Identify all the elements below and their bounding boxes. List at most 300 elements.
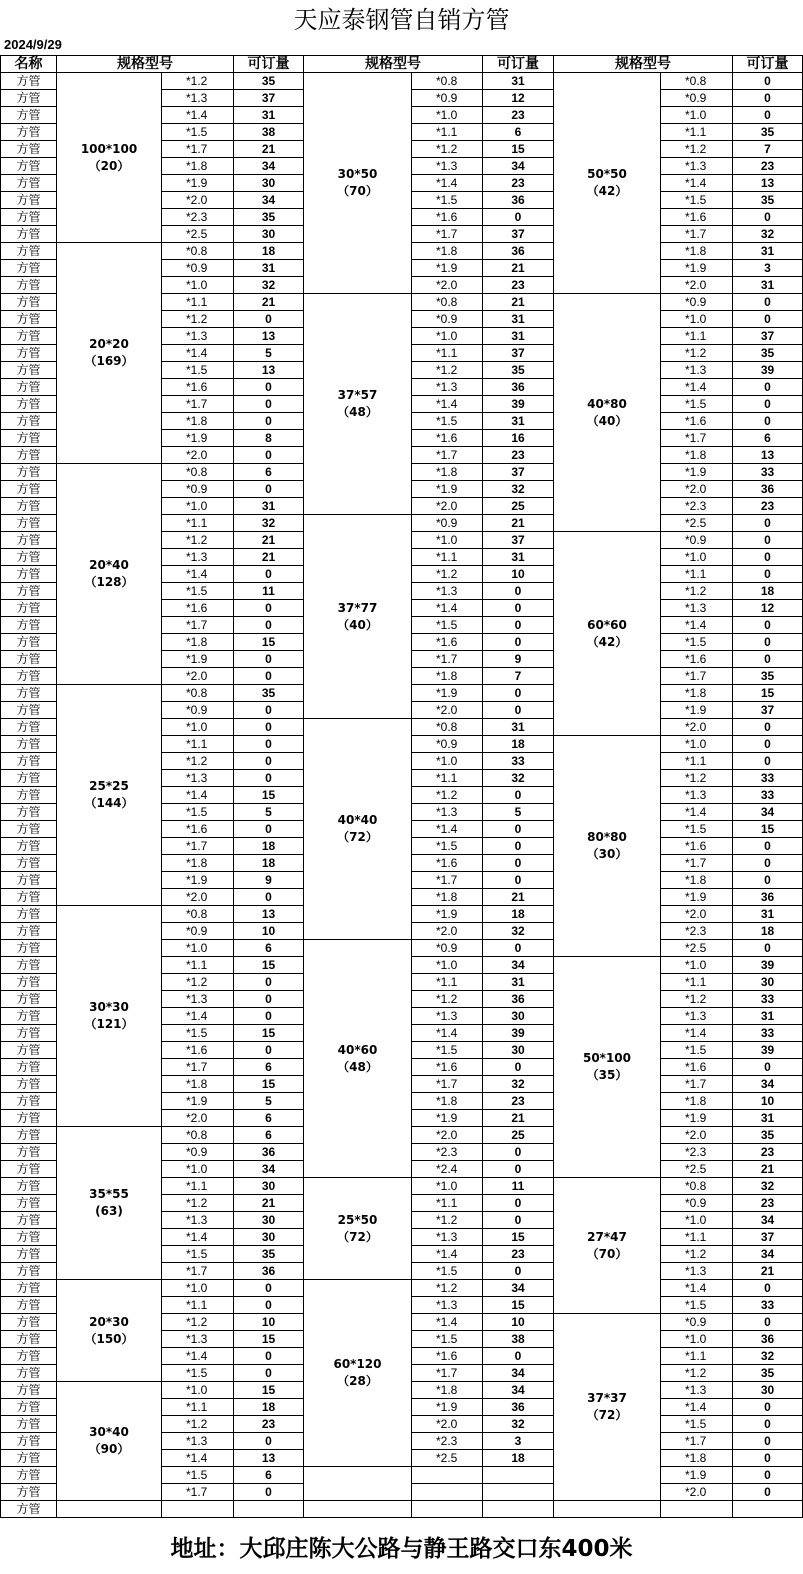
thickness-cell: *1.7 bbox=[412, 447, 483, 464]
thickness-cell: *2.0 bbox=[162, 889, 234, 906]
quantity-cell: 34 bbox=[234, 158, 304, 175]
thickness-cell: *1.9 bbox=[412, 260, 483, 277]
header-name: 名称 bbox=[1, 56, 57, 73]
thickness-cell: *1.8 bbox=[162, 634, 234, 651]
quantity-cell: 0 bbox=[234, 447, 304, 464]
quantity-cell: 25 bbox=[483, 1127, 554, 1144]
thickness-cell: *1.3 bbox=[661, 787, 733, 804]
thickness-cell: *1.9 bbox=[661, 1110, 733, 1127]
thickness-cell: *1.8 bbox=[412, 464, 483, 481]
spec-count: （28） bbox=[337, 1374, 378, 1388]
thickness-cell: *2.4 bbox=[412, 1161, 483, 1178]
thickness-cell: *1.0 bbox=[162, 940, 234, 957]
row-name: 方管 bbox=[1, 1331, 57, 1348]
thickness-cell: *1.6 bbox=[661, 1059, 733, 1076]
thickness-cell: *1.1 bbox=[661, 974, 733, 991]
quantity-cell: 30 bbox=[234, 1178, 304, 1195]
row-name: 方管 bbox=[1, 226, 57, 243]
header-qty: 可订量 bbox=[483, 56, 554, 73]
thickness-cell: *0.8 bbox=[162, 906, 234, 923]
quantity-cell: 0 bbox=[483, 821, 554, 838]
thickness-cell: *1.0 bbox=[162, 498, 234, 515]
inventory-table-body bbox=[1, 56, 803, 1518]
thickness-cell: *1.9 bbox=[162, 651, 234, 668]
thickness-cell: *1.9 bbox=[162, 175, 234, 192]
thickness-cell: *0.9 bbox=[661, 532, 733, 549]
quantity-cell: 21 bbox=[483, 260, 554, 277]
quantity-cell: 10 bbox=[733, 1093, 803, 1110]
quantity-cell: 11 bbox=[483, 1178, 554, 1195]
thickness-cell: *1.3 bbox=[162, 90, 234, 107]
quantity-cell: 34 bbox=[733, 1212, 803, 1229]
thickness-cell: *1.3 bbox=[162, 1331, 234, 1348]
row-name: 方管 bbox=[1, 328, 57, 345]
quantity-cell bbox=[483, 1467, 554, 1484]
quantity-cell: 5 bbox=[234, 804, 304, 821]
thickness-cell: *1.9 bbox=[661, 889, 733, 906]
quantity-cell: 0 bbox=[483, 1348, 554, 1365]
quantity-cell: 0 bbox=[733, 940, 803, 957]
quantity-cell bbox=[483, 1501, 554, 1518]
quantity-cell: 0 bbox=[483, 838, 554, 855]
thickness-cell: *1.0 bbox=[162, 277, 234, 294]
inventory-table bbox=[0, 55, 803, 1518]
quantity-cell: 31 bbox=[483, 311, 554, 328]
quantity-cell: 0 bbox=[733, 651, 803, 668]
thickness-cell: *1.3 bbox=[162, 328, 234, 345]
spec-count: （20） bbox=[88, 158, 130, 173]
thickness-cell: *1.5 bbox=[162, 1246, 234, 1263]
thickness-cell: *1.4 bbox=[412, 600, 483, 617]
spec-size: 40*60 bbox=[337, 1042, 378, 1057]
quantity-cell: 37 bbox=[234, 90, 304, 107]
quantity-cell: 0 bbox=[733, 719, 803, 736]
spec-group-cell bbox=[304, 719, 412, 940]
quantity-cell: 34 bbox=[733, 804, 803, 821]
thickness-cell: *0.9 bbox=[412, 515, 483, 532]
quantity-cell: 0 bbox=[733, 753, 803, 770]
thickness-cell: *1.2 bbox=[661, 1365, 733, 1382]
thickness-cell: *1.2 bbox=[162, 1314, 234, 1331]
thickness-cell: *1.1 bbox=[661, 1348, 733, 1365]
thickness-cell: *2.0 bbox=[661, 277, 733, 294]
header-qty: 可订量 bbox=[733, 56, 803, 73]
thickness-cell: *1.6 bbox=[162, 1042, 234, 1059]
thickness-cell: *2.0 bbox=[661, 1484, 733, 1501]
thickness-cell: *1.2 bbox=[162, 974, 234, 991]
inventory-table-wrapper bbox=[0, 55, 803, 1518]
quantity-cell: 0 bbox=[483, 1212, 554, 1229]
quantity-cell: 23 bbox=[733, 498, 803, 515]
thickness-cell: *1.4 bbox=[162, 566, 234, 583]
thickness-cell: *1.5 bbox=[412, 1331, 483, 1348]
spec-count: （90） bbox=[88, 1442, 130, 1456]
quantity-cell: 10 bbox=[483, 1314, 554, 1331]
thickness-cell: *1.2 bbox=[412, 991, 483, 1008]
row-name: 方管 bbox=[1, 277, 57, 294]
spec-size: 37*37 bbox=[587, 1391, 627, 1405]
thickness-cell: *1.1 bbox=[661, 124, 733, 141]
quantity-cell: 32 bbox=[234, 515, 304, 532]
row-name: 方管 bbox=[1, 1093, 57, 1110]
row-name: 方管 bbox=[1, 889, 57, 906]
quantity-cell: 0 bbox=[733, 294, 803, 311]
quantity-cell: 35 bbox=[234, 685, 304, 702]
thickness-cell: *1.1 bbox=[661, 328, 733, 345]
thickness-cell: *2.5 bbox=[162, 226, 234, 243]
quantity-cell: 10 bbox=[234, 1314, 304, 1331]
thickness-cell: *1.5 bbox=[661, 1416, 733, 1433]
quantity-cell: 0 bbox=[733, 90, 803, 107]
thickness-cell: *1.6 bbox=[661, 651, 733, 668]
row-name: 方管 bbox=[1, 1178, 57, 1195]
thickness-cell: *1.1 bbox=[412, 770, 483, 787]
thickness-cell: *1.3 bbox=[661, 1008, 733, 1025]
thickness-cell: *2.0 bbox=[412, 1127, 483, 1144]
thickness-cell: *1.6 bbox=[661, 209, 733, 226]
quantity-cell: 35 bbox=[234, 1246, 304, 1263]
thickness-cell bbox=[412, 1501, 483, 1518]
quantity-cell: 39 bbox=[733, 1042, 803, 1059]
thickness-cell: *0.9 bbox=[162, 1144, 234, 1161]
spec-size: 20*30 bbox=[89, 1314, 129, 1329]
spec-size: 60*60 bbox=[587, 617, 627, 632]
quantity-cell: 0 bbox=[234, 600, 304, 617]
thickness-cell: *1.4 bbox=[162, 1348, 234, 1365]
thickness-cell: *1.4 bbox=[412, 1025, 483, 1042]
thickness-cell: *1.3 bbox=[162, 1433, 234, 1450]
quantity-cell: 23 bbox=[234, 1416, 304, 1433]
row-name: 方管 bbox=[1, 1246, 57, 1263]
row-name: 方管 bbox=[1, 770, 57, 787]
quantity-cell: 37 bbox=[483, 464, 554, 481]
thickness-cell: *1.3 bbox=[412, 1229, 483, 1246]
quantity-cell: 33 bbox=[733, 1297, 803, 1314]
spec-count: （144） bbox=[84, 796, 134, 810]
row-name: 方管 bbox=[1, 1263, 57, 1280]
spec-group-cell bbox=[304, 73, 412, 294]
thickness-cell: *0.8 bbox=[661, 1178, 733, 1195]
header-qty: 可订量 bbox=[234, 56, 304, 73]
thickness-cell: *1.5 bbox=[412, 1042, 483, 1059]
row-name: 方管 bbox=[1, 192, 57, 209]
quantity-cell: 30 bbox=[733, 974, 803, 991]
quantity-cell: 36 bbox=[483, 1399, 554, 1416]
quantity-cell: 31 bbox=[234, 260, 304, 277]
quantity-cell: 0 bbox=[483, 1263, 554, 1280]
row-name: 方管 bbox=[1, 175, 57, 192]
quantity-cell: 32 bbox=[733, 1178, 803, 1195]
thickness-cell: *0.9 bbox=[162, 260, 234, 277]
quantity-cell: 30 bbox=[234, 1212, 304, 1229]
thickness-cell: *1.4 bbox=[661, 617, 733, 634]
quantity-cell: 0 bbox=[234, 1433, 304, 1450]
page-title: 天应泰钢管自销方管 bbox=[293, 6, 510, 34]
quantity-cell: 0 bbox=[733, 838, 803, 855]
row-name: 方管 bbox=[1, 1212, 57, 1229]
quantity-cell: 23 bbox=[483, 447, 554, 464]
quantity-cell: 23 bbox=[733, 1195, 803, 1212]
thickness-cell: *1.0 bbox=[661, 957, 733, 974]
row-name: 方管 bbox=[1, 532, 57, 549]
row-name: 方管 bbox=[1, 498, 57, 515]
quantity-cell: 6 bbox=[483, 124, 554, 141]
quantity-cell: 33 bbox=[733, 1025, 803, 1042]
row-name: 方管 bbox=[1, 124, 57, 141]
thickness-cell: *1.8 bbox=[412, 668, 483, 685]
thickness-cell: *1.2 bbox=[661, 1246, 733, 1263]
thickness-cell: *1.9 bbox=[412, 481, 483, 498]
thickness-cell: *2.0 bbox=[412, 1416, 483, 1433]
thickness-cell: *1.8 bbox=[661, 447, 733, 464]
quantity-cell: 13 bbox=[234, 362, 304, 379]
spec-count: （72） bbox=[586, 1408, 628, 1422]
thickness-cell: *1.5 bbox=[162, 804, 234, 821]
thickness-cell: *1.6 bbox=[412, 634, 483, 651]
row-name: 方管 bbox=[1, 702, 57, 719]
quantity-cell: 21 bbox=[483, 515, 554, 532]
quantity-cell: 3 bbox=[483, 1433, 554, 1450]
row-name: 方管 bbox=[1, 583, 57, 600]
quantity-cell: 0 bbox=[234, 481, 304, 498]
quantity-cell: 31 bbox=[483, 328, 554, 345]
row-name: 方管 bbox=[1, 243, 57, 260]
thickness-cell: *1.7 bbox=[162, 1059, 234, 1076]
quantity-cell: 0 bbox=[234, 736, 304, 753]
thickness-cell: *0.9 bbox=[661, 1314, 733, 1331]
quantity-cell: 5 bbox=[234, 1093, 304, 1110]
row-name: 方管 bbox=[1, 515, 57, 532]
quantity-cell: 31 bbox=[733, 906, 803, 923]
thickness-cell: *2.0 bbox=[412, 923, 483, 940]
thickness-cell: *1.3 bbox=[412, 1297, 483, 1314]
thickness-cell: *1.8 bbox=[162, 413, 234, 430]
quantity-cell: 30 bbox=[234, 175, 304, 192]
quantity-cell: 34 bbox=[483, 1280, 554, 1297]
thickness-cell: *0.9 bbox=[162, 481, 234, 498]
row-name: 方管 bbox=[1, 1127, 57, 1144]
quantity-cell: 33 bbox=[733, 787, 803, 804]
quantity-cell: 0 bbox=[733, 107, 803, 124]
quantity-cell: 37 bbox=[483, 345, 554, 362]
quantity-cell: 12 bbox=[483, 90, 554, 107]
thickness-cell: *1.8 bbox=[162, 158, 234, 175]
quantity-cell: 36 bbox=[733, 1331, 803, 1348]
spec-group-cell bbox=[554, 1178, 661, 1314]
thickness-cell: *1.9 bbox=[661, 702, 733, 719]
quantity-cell: 18 bbox=[483, 1450, 554, 1467]
quantity-cell: 0 bbox=[234, 311, 304, 328]
row-name: 方管 bbox=[1, 1484, 57, 1501]
row-name: 方管 bbox=[1, 753, 57, 770]
row-name: 方管 bbox=[1, 1501, 57, 1518]
quantity-cell: 0 bbox=[234, 1280, 304, 1297]
quantity-cell: 0 bbox=[234, 651, 304, 668]
quantity-cell: 34 bbox=[733, 1076, 803, 1093]
thickness-cell: *0.9 bbox=[661, 1195, 733, 1212]
row-name: 方管 bbox=[1, 1433, 57, 1450]
quantity-cell: 0 bbox=[733, 1399, 803, 1416]
thickness-cell: *1.1 bbox=[412, 1195, 483, 1212]
thickness-cell: *1.1 bbox=[661, 753, 733, 770]
row-name: 方管 bbox=[1, 294, 57, 311]
quantity-cell: 15 bbox=[483, 1229, 554, 1246]
row-name: 方管 bbox=[1, 634, 57, 651]
thickness-cell: *1.5 bbox=[661, 1297, 733, 1314]
quantity-cell: 0 bbox=[234, 1042, 304, 1059]
quantity-cell: 32 bbox=[483, 923, 554, 940]
thickness-cell: *1.7 bbox=[162, 1484, 234, 1501]
quantity-cell: 5 bbox=[483, 804, 554, 821]
quantity-cell: 10 bbox=[483, 566, 554, 583]
thickness-cell: *1.0 bbox=[162, 1161, 234, 1178]
thickness-cell: *1.2 bbox=[412, 1280, 483, 1297]
quantity-cell: 35 bbox=[733, 1365, 803, 1382]
thickness-cell bbox=[162, 1501, 234, 1518]
quantity-cell: 11 bbox=[234, 583, 304, 600]
quantity-cell: 39 bbox=[733, 362, 803, 379]
quantity-cell: 12 bbox=[733, 600, 803, 617]
header-spec: 规格型号 bbox=[304, 56, 483, 73]
header-spec: 规格型号 bbox=[57, 56, 234, 73]
thickness-cell: *1.4 bbox=[661, 1280, 733, 1297]
quantity-cell: 34 bbox=[483, 158, 554, 175]
thickness-cell: *1.5 bbox=[661, 396, 733, 413]
quantity-cell: 32 bbox=[483, 1416, 554, 1433]
spec-group-cell bbox=[304, 1501, 412, 1518]
thickness-cell: *1.3 bbox=[162, 1212, 234, 1229]
thickness-cell: *1.8 bbox=[661, 1450, 733, 1467]
table-row bbox=[1, 73, 803, 90]
row-name: 方管 bbox=[1, 1059, 57, 1076]
thickness-cell: *0.9 bbox=[412, 940, 483, 957]
row-name: 方管 bbox=[1, 685, 57, 702]
thickness-cell: *1.6 bbox=[412, 1059, 483, 1076]
header-row bbox=[1, 56, 803, 73]
thickness-cell: *1.9 bbox=[412, 1399, 483, 1416]
spec-count: （169） bbox=[84, 354, 134, 368]
row-name: 方管 bbox=[1, 1008, 57, 1025]
quantity-cell: 25 bbox=[483, 498, 554, 515]
thickness-cell: *1.2 bbox=[412, 1212, 483, 1229]
spec-count: （48） bbox=[337, 405, 378, 419]
quantity-cell: 0 bbox=[483, 872, 554, 889]
quantity-cell: 35 bbox=[733, 124, 803, 141]
quantity-cell: 34 bbox=[483, 1365, 554, 1382]
spec-group-cell bbox=[57, 464, 162, 685]
thickness-cell: *0.8 bbox=[412, 73, 483, 90]
quantity-cell: 8 bbox=[234, 430, 304, 447]
spec-group-cell bbox=[57, 1382, 162, 1501]
quantity-cell bbox=[483, 1484, 554, 1501]
quantity-cell: 0 bbox=[733, 1484, 803, 1501]
row-name: 方管 bbox=[1, 787, 57, 804]
quantity-cell: 23 bbox=[733, 1144, 803, 1161]
quantity-cell: 36 bbox=[234, 1263, 304, 1280]
thickness-cell: *1.5 bbox=[162, 1365, 234, 1382]
quantity-cell: 0 bbox=[733, 872, 803, 889]
row-name: 方管 bbox=[1, 464, 57, 481]
quantity-cell: 18 bbox=[733, 923, 803, 940]
thickness-cell: *1.7 bbox=[661, 430, 733, 447]
thickness-cell: *1.7 bbox=[661, 668, 733, 685]
row-name: 方管 bbox=[1, 668, 57, 685]
thickness-cell: *1.0 bbox=[412, 328, 483, 345]
thickness-cell: *1.8 bbox=[661, 243, 733, 260]
thickness-cell: *2.5 bbox=[661, 1161, 733, 1178]
quantity-cell: 13 bbox=[234, 328, 304, 345]
thickness-cell: *1.2 bbox=[162, 311, 234, 328]
thickness-cell: *1.3 bbox=[412, 804, 483, 821]
quantity-cell: 21 bbox=[234, 294, 304, 311]
quantity-cell: 0 bbox=[733, 209, 803, 226]
thickness-cell: *2.5 bbox=[412, 1450, 483, 1467]
quantity-cell: 34 bbox=[483, 1382, 554, 1399]
thickness-cell: *1.1 bbox=[412, 549, 483, 566]
thickness-cell: *1.4 bbox=[162, 787, 234, 804]
thickness-cell: *1.4 bbox=[162, 1229, 234, 1246]
spec-count: （72） bbox=[337, 1229, 378, 1244]
quantity-cell: 33 bbox=[733, 770, 803, 787]
quantity-cell: 0 bbox=[733, 379, 803, 396]
thickness-cell: *1.7 bbox=[412, 1076, 483, 1093]
quantity-cell: 0 bbox=[234, 821, 304, 838]
quantity-cell: 0 bbox=[234, 719, 304, 736]
quantity-cell: 23 bbox=[483, 1093, 554, 1110]
quantity-cell: 39 bbox=[733, 957, 803, 974]
quantity-cell: 7 bbox=[733, 141, 803, 158]
thickness-cell: *1.6 bbox=[412, 1348, 483, 1365]
quantity-cell: 39 bbox=[483, 396, 554, 413]
spec-size: 30*50 bbox=[337, 167, 378, 181]
quantity-cell: 31 bbox=[234, 498, 304, 515]
thickness-cell: *1.9 bbox=[162, 872, 234, 889]
quantity-cell: 31 bbox=[733, 1110, 803, 1127]
quantity-cell: 18 bbox=[234, 838, 304, 855]
quantity-cell: 3 bbox=[733, 260, 803, 277]
quantity-cell: 37 bbox=[483, 532, 554, 549]
spec-size: 37*77 bbox=[337, 600, 378, 615]
thickness-cell: *1.5 bbox=[412, 838, 483, 855]
quantity-cell: 0 bbox=[733, 532, 803, 549]
quantity-cell: 31 bbox=[483, 719, 554, 736]
quantity-cell: 6 bbox=[234, 1110, 304, 1127]
row-name: 方管 bbox=[1, 1297, 57, 1314]
quantity-cell: 31 bbox=[483, 413, 554, 430]
thickness-cell: *2.0 bbox=[412, 498, 483, 515]
thickness-cell: *2.3 bbox=[162, 209, 234, 226]
quantity-cell: 13 bbox=[733, 175, 803, 192]
thickness-cell: *1.2 bbox=[661, 583, 733, 600]
row-name: 方管 bbox=[1, 1076, 57, 1093]
quantity-cell: 0 bbox=[483, 1195, 554, 1212]
thickness-cell: *1.4 bbox=[412, 396, 483, 413]
row-name: 方管 bbox=[1, 1348, 57, 1365]
thickness-cell: *1.7 bbox=[162, 838, 234, 855]
spec-count: （35） bbox=[586, 1068, 628, 1082]
thickness-cell: *1.5 bbox=[412, 413, 483, 430]
quantity-cell: 32 bbox=[733, 226, 803, 243]
row-name: 方管 bbox=[1, 855, 57, 872]
quantity-cell: 0 bbox=[733, 1059, 803, 1076]
quantity-cell: 18 bbox=[234, 855, 304, 872]
spec-size: 20*20 bbox=[89, 337, 129, 351]
quantity-cell: 36 bbox=[733, 889, 803, 906]
thickness-cell: *1.9 bbox=[162, 430, 234, 447]
spec-count: （48） bbox=[337, 1059, 378, 1074]
quantity-cell: 0 bbox=[733, 566, 803, 583]
row-name: 方管 bbox=[1, 345, 57, 362]
